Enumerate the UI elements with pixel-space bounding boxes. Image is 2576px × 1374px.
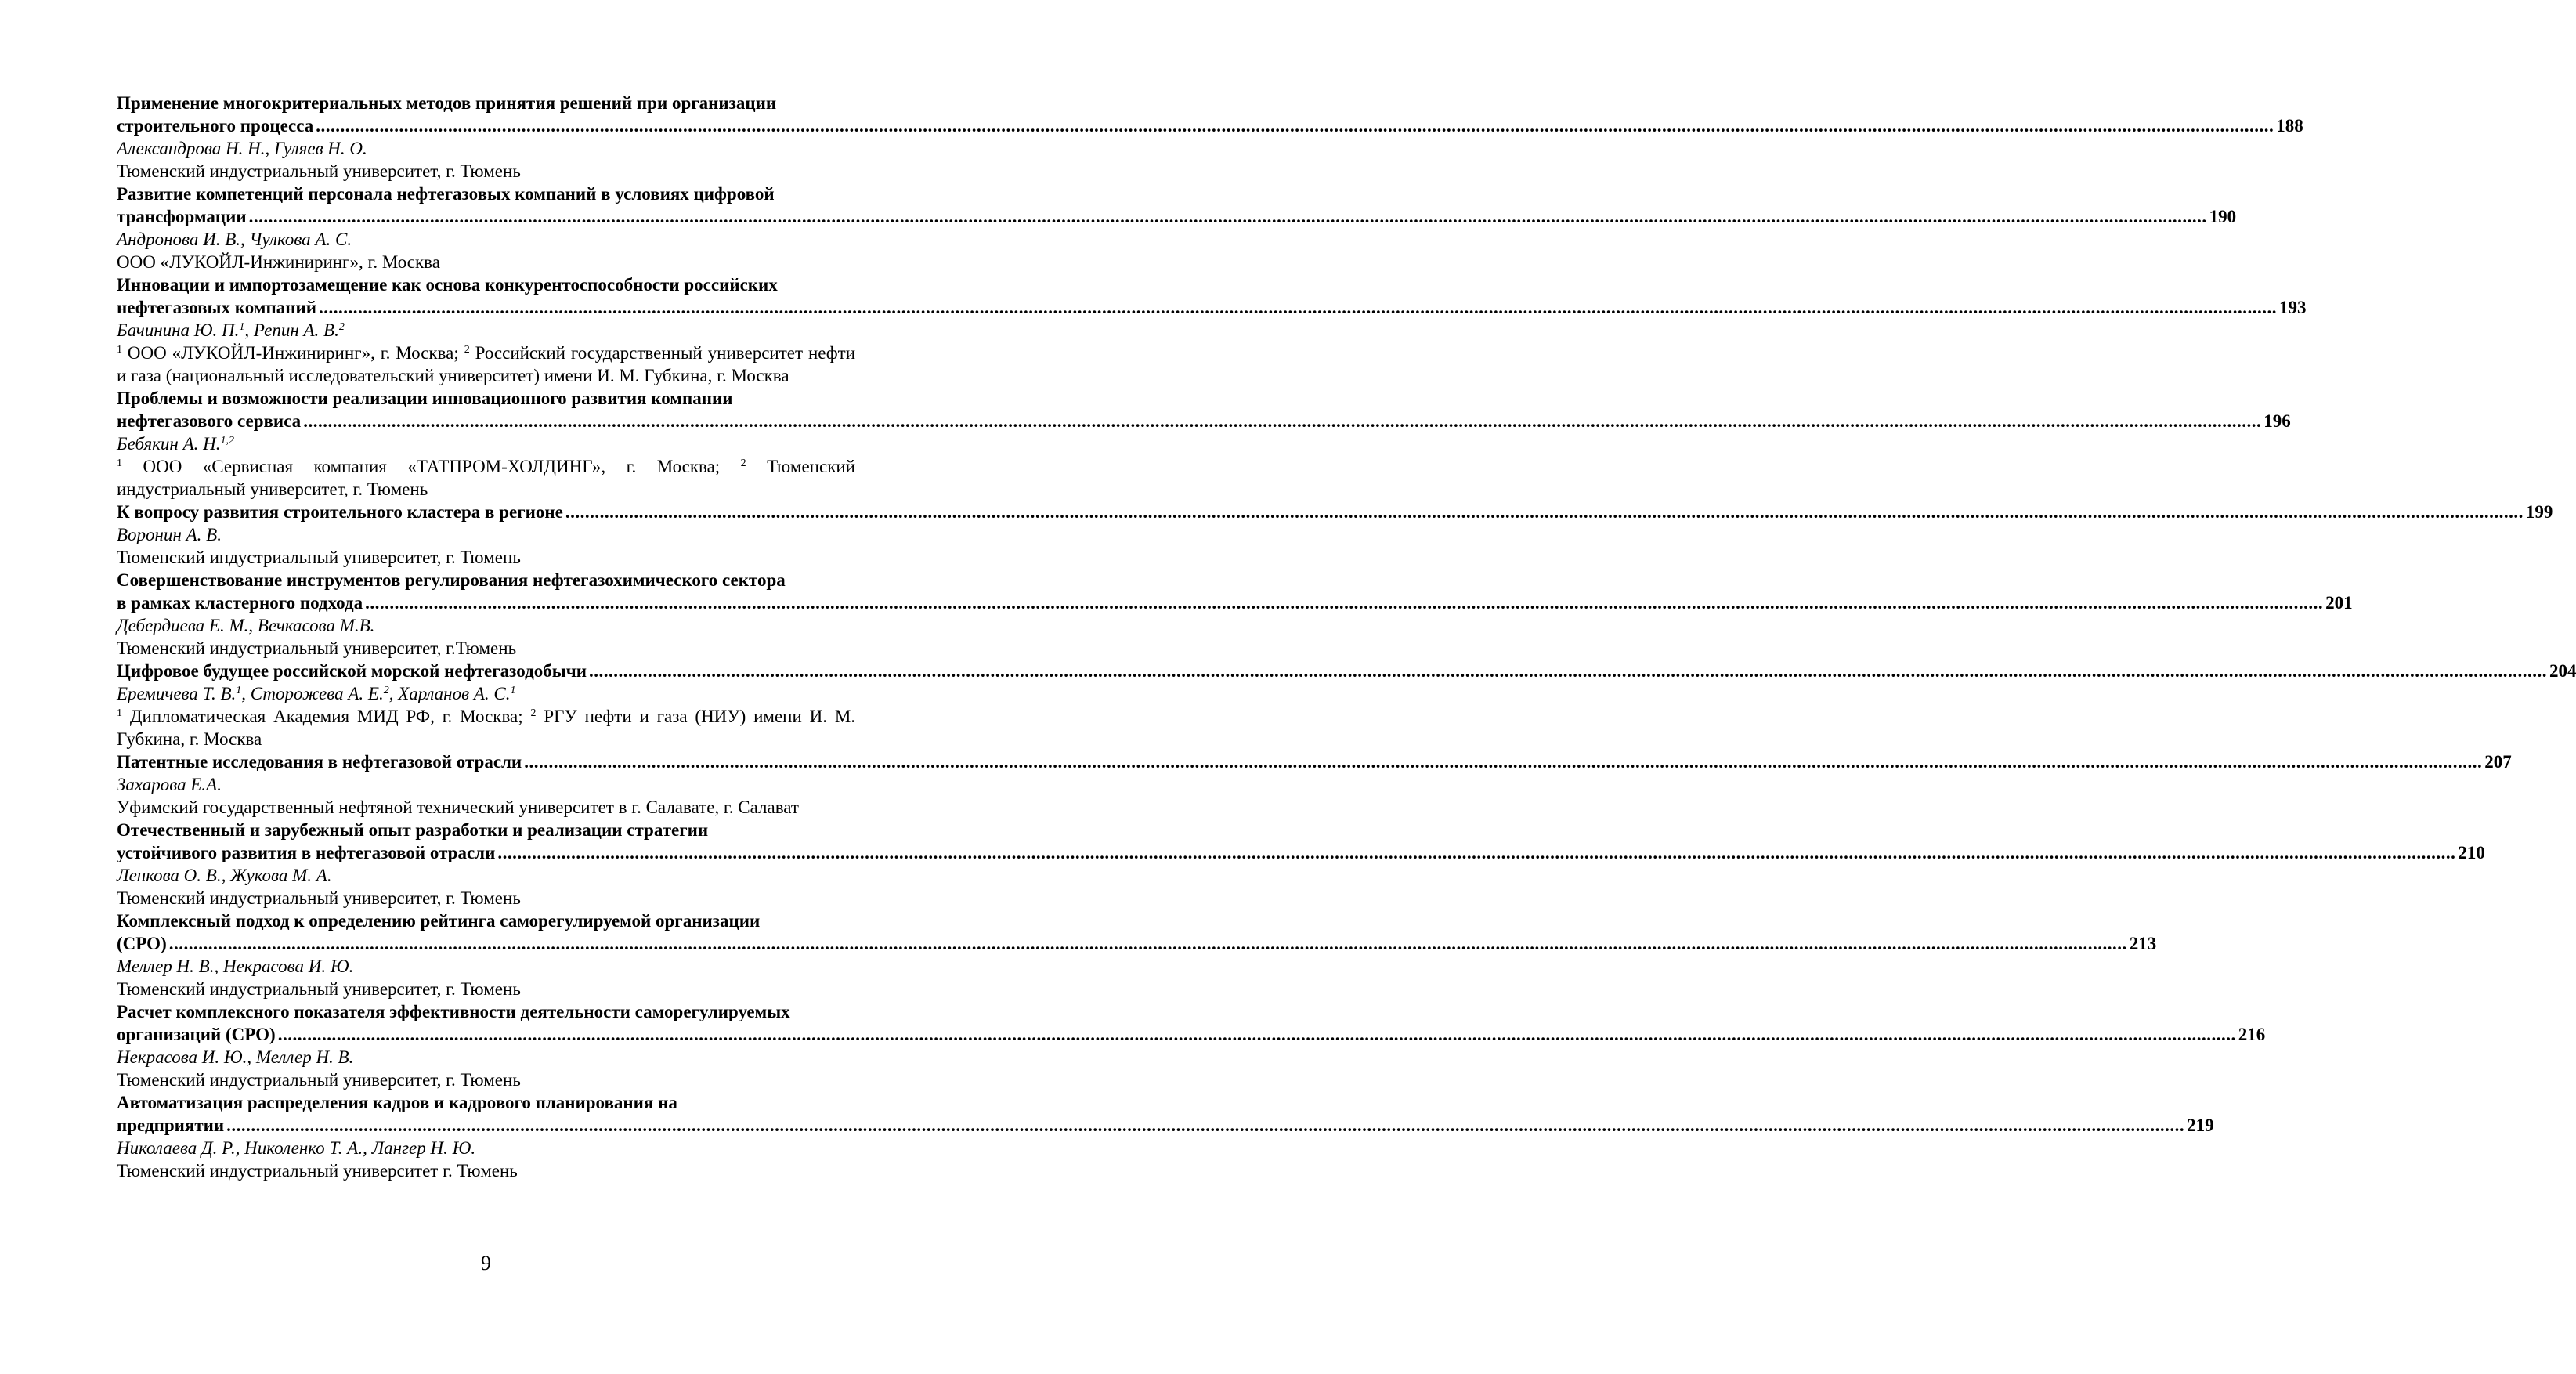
entry-title-leader-line[interactable] [117,660,2576,682]
author-name: Дебердиева Е. М. [117,616,249,635]
entry-authors [117,955,855,978]
affiliation-text: Тюменский индустриальный университет, г. Тюмень [117,457,855,499]
affiliation-text: Тюменский индустриальный университет, г. Тюмень [117,979,521,999]
entry-affiliation [117,796,855,819]
entry-title-last-line[interactable]: устойчивого развития в нефтегазовой отрасли [117,843,496,862]
leader-dots: ................................................................................................................................................................................................................................................................................................................................................................................................................ [303,411,2262,431]
entry-page-number[interactable]: 219 [2187,1115,2214,1135]
entry-title-leader-line[interactable] [117,501,2553,523]
leader-dots: ................................................................................................................................................................................................................................................................................................................................................................................................................ [316,116,2274,136]
entry-title-line[interactable]: Инновации и импортозамещение как основа конкурентоспособности российских [117,275,778,295]
author-separator: , [241,684,251,703]
toc-entry [117,92,2303,183]
author-affiliation-marker: 2 [338,321,345,333]
entry-authors [117,432,855,455]
toc-entry [117,750,2512,819]
entry-title-last-line[interactable]: строительного процесса [117,116,314,136]
author-name: Андронова И. В. [117,230,240,249]
leader-dots: ................................................................................................................................................................................................................................................................................................................................................................................................................ [565,502,2524,522]
toc-entry [117,183,2237,273]
affiliation-text: ООО «ЛУКОЙЛ-Инжиниринг», г. Москва; [127,343,464,363]
author-name: Воронин А. В. [117,525,222,544]
author-name: Лангер Н. Ю. [371,1138,476,1158]
entry-page-number[interactable]: 213 [2129,934,2157,953]
author-separator: , [235,1138,245,1158]
author-separator: , [221,866,231,885]
entry-page-number[interactable]: 201 [2325,593,2353,613]
author-affiliation-marker: 1 [239,321,245,333]
author-separator: , [240,230,250,249]
affiliation-marker: 2 [740,457,746,469]
entry-authors [117,864,855,887]
author-name: Бачинина Ю. П. [117,320,240,340]
affiliation-marker: 1 [117,457,122,469]
affiliation-text: Тюменский индустриальный университет, г. Тюмень [117,161,521,181]
entry-page-number[interactable]: 199 [2525,502,2553,522]
affiliation-text: Тюменский индустриальный университет, г.Тюмень [117,638,517,658]
toc-entry [117,660,2576,750]
entry-title-last-line[interactable]: трансформации [117,207,247,226]
entry-authors [117,319,855,342]
affiliation-text: Тюменский индустриальный университет г. Тюмень [117,1161,518,1181]
entry-authors [117,1046,855,1068]
entry-title-leader-line[interactable] [117,205,2237,228]
entry-title-leader-line[interactable] [117,750,2512,773]
entry-affiliation [117,1068,855,1091]
author-separator: , [244,320,254,340]
author-name: Николаева Д. Р. [117,1138,236,1158]
page-number: 9 [481,1252,491,1275]
entry-title-last-line[interactable]: предприятии [117,1115,225,1135]
author-affiliation-marker: 1,2 [220,435,234,447]
entry-title-leader-line[interactable] [117,410,2291,432]
author-name: Меллер Н. В. [255,1047,354,1067]
leader-dots: ................................................................................................................................................................................................................................................................................................................................................................................................................ [226,1115,2185,1135]
entry-title-leader-line[interactable] [117,841,2485,864]
entry-authors [117,137,855,160]
entry-page-number[interactable]: 204 [2549,661,2576,681]
author-affiliation-marker: 2 [383,685,389,696]
leader-dots: ................................................................................................................................................................................................................................................................................................................................................................................................................ [248,207,2207,226]
entry-affiliation [117,637,855,660]
entry-affiliation [117,887,855,909]
entry-affiliation [117,1159,855,1182]
entry-title-last-line[interactable]: К вопросу развития строительного кластера в регионе [117,502,563,522]
toc-entry [117,1091,2214,1182]
affiliation-text: Тюменский индустриальный университет, г. Тюмень [117,1070,521,1090]
author-separator: , [248,616,258,635]
author-name: Некрасова И. Ю. [117,1047,247,1067]
toc-entry [117,501,2553,569]
affiliation-text: РГУ нефти и газа (НИУ) имени И. М. Губкина, г. Москва [117,707,856,749]
entry-title-leader-line[interactable] [117,591,2353,614]
author-name: Чулкова А. С. [249,230,352,249]
table-of-contents [117,92,2576,1182]
entry-page-number[interactable]: 216 [2238,1025,2266,1044]
entry-title-last-line[interactable]: Цифровое будущее российской морской нефтегазодобычи [117,661,587,681]
author-name: Харланов А. С. [398,684,511,703]
entry-title-leader-line[interactable] [117,296,2307,319]
entry-title-last-line[interactable]: нефтегазовых компаний [117,298,316,317]
entry-title-line[interactable]: Применение многокритериальных методов принятия решений при организации [117,93,777,113]
entry-page-number[interactable]: 207 [2484,752,2512,772]
author-name: Жукова М. А. [230,866,332,885]
affiliation-text: Тюменский индустриальный университет, г. Тюмень [117,548,521,567]
toc-entry [117,819,2485,909]
entry-authors [117,523,855,546]
leader-dots: ................................................................................................................................................................................................................................................................................................................................................................................................................ [277,1025,2236,1044]
affiliation-text: Российский государственный университет нефти и газа (национальный исследовательский университет) имени И. М. Губкина, г. Москва [117,343,856,385]
leader-dots: ................................................................................................................................................................................................................................................................................................................................................................................................................ [497,843,2456,862]
entry-affiliation [117,978,855,1000]
toc-entry [117,1000,2266,1091]
author-name: Еремичева Т. В. [117,684,237,703]
author-name: Александрова Н. Н. [117,139,266,158]
entry-authors [117,228,855,251]
entry-title-line[interactable]: Совершенствование инструментов регулирования нефтегазохимического сектора [117,570,786,590]
author-name: Ленкова О. В. [117,866,222,885]
entry-page-number[interactable]: 190 [2209,207,2237,226]
entry-page-number[interactable]: 210 [2458,843,2485,862]
author-affiliation-marker: 1 [510,685,516,696]
entry-title-line[interactable]: Автоматизация распределения кадров и кадрового планирования на [117,1093,677,1112]
toc-entry [117,273,2307,387]
author-name: Сторожева А. Е. [250,684,384,703]
entry-affiliation [117,160,855,183]
leader-dots: ................................................................................................................................................................................................................................................................................................................................................................................................................ [318,298,2277,317]
affiliation-marker: 2 [530,707,537,719]
entry-title-leader-line[interactable] [117,932,2157,955]
author-affiliation-marker: 1 [236,685,242,696]
author-separator: , [247,1047,256,1067]
affiliation-text: ООО «ЛУКОЙЛ-Инжиниринг», г. Москва [117,252,440,272]
entry-title-last-line[interactable]: в рамках кластерного подхода [117,593,363,613]
entry-title-last-line[interactable]: Патентные исследования в нефтегазовой отрасли [117,752,522,772]
toc-entry [117,387,2291,501]
author-separator: , [265,139,274,158]
affiliation-text: Дипломатическая Академия МИД РФ, г. Москва; [129,707,531,726]
author-separator: , [363,1138,372,1158]
toc-entry [117,909,2157,1000]
author-name: Репин А. В. [253,320,339,340]
affiliation-text: Уфимский государственный нефтяной технический университет в г. Салавате, г. Салават [117,797,799,817]
affiliation-marker: 1 [117,344,122,356]
entry-affiliation [117,455,855,501]
entry-affiliation [117,342,855,387]
author-name: Бебякин А. Н. [117,434,221,454]
entry-authors [117,773,855,796]
entry-title-leader-line[interactable] [117,1023,2266,1046]
affiliation-text: Тюменский индустриальный университет, г. Тюмень [117,888,521,908]
entry-title-line[interactable]: Проблемы и возможности реализации инновационного развития компании [117,389,733,408]
author-name: Меллер Н. В. [117,956,215,976]
toc-entry [117,569,2353,660]
leader-dots: ................................................................................................................................................................................................................................................................................................................................................................................................................ [588,661,2547,681]
entry-page-number[interactable]: 193 [2278,298,2307,317]
leader-dots: ................................................................................................................................................................................................................................................................................................................................................................................................................ [365,593,2324,613]
author-name: Гуляев Н. О. [273,139,367,158]
author-separator: , [388,684,399,703]
leader-dots: ................................................................................................................................................................................................................................................................................................................................................................................................................ [524,752,2483,772]
entry-title-last-line[interactable]: организаций (СРО) [117,1025,276,1044]
entry-title-line[interactable]: Расчет комплексного показателя эффективности деятельности саморегулируемых [117,1002,790,1021]
entry-title-line[interactable]: Комплексный подход к определению рейтинга саморегулируемой организации [117,911,761,931]
entry-title-line[interactable]: Развитие компетенций персонала нефтегазовых компаний в условиях цифровой [117,184,775,204]
entry-authors [117,1137,855,1159]
author-name: Вечкасова М.В. [257,616,375,635]
entry-authors [117,614,855,637]
affiliation-text: ООО «Сервисная компания «ТАТПРОМ-ХОЛДИНГ», г. Москва; [143,457,741,476]
affiliation-marker: 1 [117,707,122,719]
entry-title-leader-line[interactable] [117,114,2303,137]
entry-affiliation [117,705,855,750]
author-name: Захарова Е.А. [117,775,222,794]
entry-authors [117,682,855,705]
author-name: Некрасова И. Ю. [222,956,354,976]
entry-affiliation [117,251,855,273]
entry-title-last-line[interactable]: нефтегазового сервиса [117,411,302,431]
author-name: Николенко Т. А. [244,1138,363,1158]
entry-title-last-line[interactable]: (СРО) [117,934,167,953]
entry-page-number[interactable]: 196 [2263,411,2291,431]
affiliation-marker: 2 [464,344,470,356]
entry-page-number[interactable]: 188 [2276,116,2303,136]
entry-title-line[interactable]: Отечественный и зарубежный опыт разработки и реализации стратегии [117,820,709,840]
entry-affiliation [117,546,855,569]
entry-title-leader-line[interactable] [117,1114,2214,1137]
author-separator: , [214,956,223,976]
leader-dots: ................................................................................................................................................................................................................................................................................................................................................................................................................ [168,934,2127,953]
